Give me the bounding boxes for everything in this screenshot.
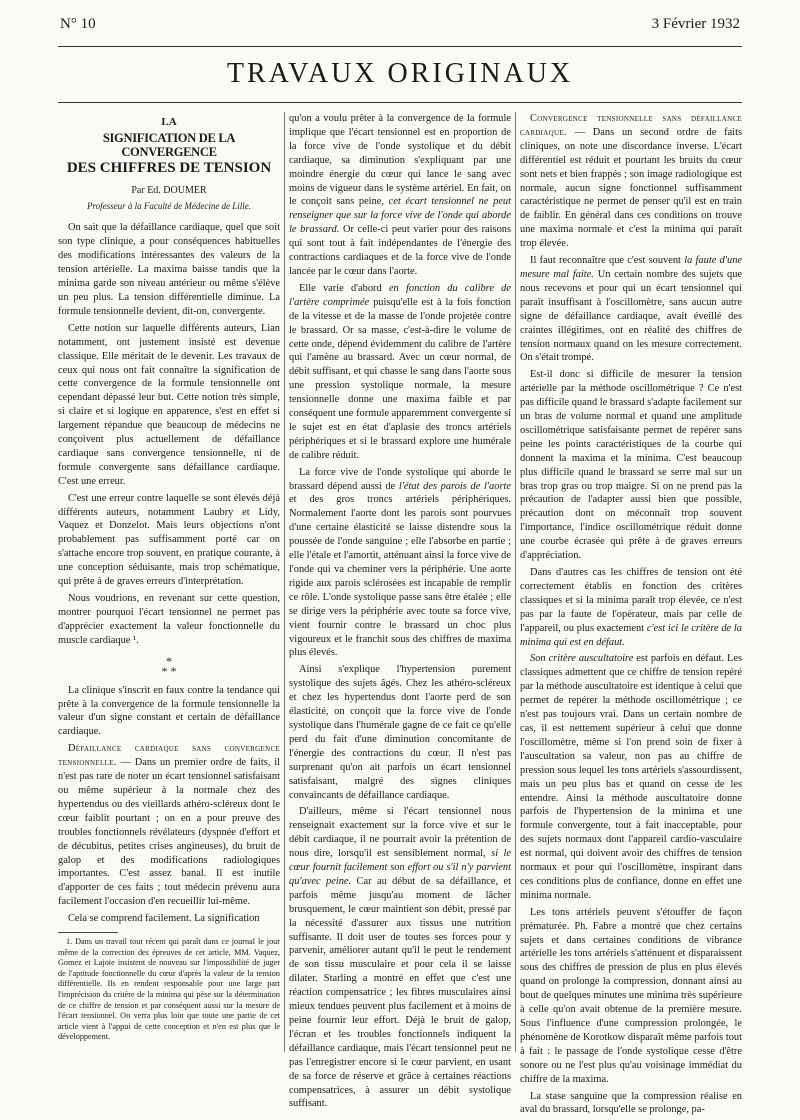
paragraph: Son critère auscultatoire est parfois en défaut. Les classiques admettent que ce chiffre de tension repéré par la méthode auscultatoire est identique à celui que permet de repérer la méthode oscillométrique ; ce n'est pas toujours vrai. Dans un certain nombre de cas, il est nettement supérieur à celui que donne l'oscillomètre, même si l'on prend soin de fixer à l'auscultation sa valeur, non pas au chiffre de pression sous lequel les tons artériels s'assourdissent, mais un peu plus bas et quand on cesse de les entendre. Ainsi la méthode auscultatoire donne parfois de l'hypertension de la minima et une formule convergente, tout à fait inacceptable, pour des sujets normaux dont l'appareil cardio-vasculaire est normal, qui doivent avoir des chiffres de tension normaux et pour qui l'oscillomètre, inspirant dans ces conditions plus de confiance, donne en effet une minima normale. (520, 653, 742, 901)
paragraph: Cette notion sur laquelle différents auteurs, Lian notamment, ont justement insisté est devenue classique. Elle méritait de le devenir. Les travaux de ceux qui nous ont fait connaître la signification de cette convergence de la formule tensionnelle ont cependant dépassé leur but. Cette notion très simple, si claire et si logique en apparence, s'est en effet si largement répandue que beaucoup de médecins ne conçoivent plus actuellement de défaillance cardiaque sans convergence tensionnelle, ni de formule convergente sans défaillance cardiaque. C'est une erreur. (58, 322, 280, 487)
header-rule (58, 46, 742, 47)
paragraph: qu'on a voulu prêter à la convergence de la formule implique que l'écart tensionnel est en proportion de la force vive de l'onde systolique et du débit cardiaque, sa diminution s'expliquant par une moindre énergie du cœur qui lance le sang avec moins de vigueur dans le système artériel. En fait, on le conçoit sans peine, cet écart tensionnel ne peut renseigner que sur la force vive de l'onde qui aborde le brassard. Or celle-ci peut varier pour des raisons qui sont tout à fait indépendantes de l'énergie des contractions cardiaques et de la force vive de l'onde lancée par le cœur dans l'aorte. (289, 113, 512, 277)
footnote-rule (58, 932, 118, 933)
column-separator (515, 112, 516, 1052)
paragraph: Ainsi s'explique l'hypertension purement systolique des sujets âgés. Chez les athéro-scléreux et chez les hypertendus dont l'aorte perd de son élasticité, on conçoit que la force vive de l'onde systolique dans l'humérale gagne de ce fait ce qu'elle perd du fait d'une diminution concomitante de l'énergie des contractions du cœur. Il n'est pas surprenant qu'on ait parfois un écart tensionnel satisfaisant, malgré des signes cliniques convaincants de défaillance cardiaque. (289, 664, 511, 801)
issue-number: N° 10 (60, 16, 96, 32)
paragraph: Convergence tensionnelle sans défaillance cardiaque. — Dans un second ordre de faits cliniques, on note une discordance inverse. L'écart différentiel est réduit et pourtant les bruits du cœur sont nets et bien frappés ; son image radiologique est normale, aucun signe fonctionnel suffisamment caractéristique ne permet de penser qu'il est en train de faiblir. En général dans ces conditions on trouve une maxima normale et c'est la minima qui paraît trop élevée. (520, 113, 742, 250)
paragraph: C'est une erreur contre laquelle se sont élevés déjà différents auteurs, notamment Laubry et Lidy, Vaquez et Donzelot. Mais leurs objections n'ont probablement pas suffisamment porté car on s'attache encore trop souvent, en pratique courante, à une conception séduisante, mais trop schématique, qui prête à de graves erreurs d'interprétation. (58, 492, 280, 588)
paragraph: Est-il donc si difficile de mesurer la tension artérielle par la méthode oscillométrique ? Ce n'est pas difficile quand le brassard s'adapte facilement sur un bras de volume normal et quand une amplitude oscillométrique satisfaisante permet de repérer sans peine les points caractéristiques de la courbe qui donnent la maxima et la minima. C'est beaucoup plus difficile quand le brassard se serre mal sur un bras trop gras ou trop maigre. Si on ne prend pas la précaution de l'adapter aussi bien que possible, précaution dont on méconnaît trop souvent l'importance, l'indice oscillométrique réduit donne une courbe écrasée qui prête à de graves erreurs d'appréciation. (520, 369, 742, 562)
paragraph: La clinique s'inscrit en faux contre la tendance qui prête à la convergence de la formule tensionnelle la valeur d'un signe constant et certain de défaillance cardiaque. (58, 684, 280, 738)
column-1 (58, 112, 280, 1043)
subsection-heading: Défaillance cardiaque sans convergence tensionnelle. (58, 743, 280, 769)
column-separator (284, 112, 285, 1052)
paragraph: Nous voudrions, en revenant sur cette question, montrer pourquoi l'écart tensionnel ne permet pas d'apprécier exactement la valeur fonctionnelle du muscle cardiaque ¹. (58, 593, 280, 646)
footnote-text: 1. Dans un travail tout récent qui paraît dans ce journal le jour même de la correction des épreuves de cet article, MM. Vaquez, Gomez et Lajoie insistent de nouveau sur l'impossibilité de juger de l'aptitude fonctionnelle du cœur d'après la valeur de la tension différentielle. Ils en rendent responsable pour une large part l'imprécision du critère de la minima qui pèse sur la détermination de ce chiffre de tension et par conséquent aussi sur la mesure de l'écart tensionnel. On verra plus loin que toute une partie de cet article vient à l'appui de cette conception et n'en est plus que le développement. (58, 937, 280, 1042)
paragraph: D'ailleurs, même si l'écart tensionnel nous renseignait exactement sur la force vive et sur le débit cardiaque, il ne pourrait avoir la prétention de nous dire, lorsqu'il est sensiblement normal, si le cœur fournit facilement son effort ou s'il n'y parvient qu'avec peine. Car au début de sa défaillance, et parfois même jusqu'au moment de lâcher brusquement, le cœur maintient son débit, pressé par la nécessité d'assurer aux tissus une nutrition suffisante. Il doit user de toutes ses forces pour y parvenir, améliorer autant qu'il le peut le rendement de son tissu musculaire et pour cela il se laisse dilater. Starling a montré en effet que c'est une réaction compensatrice ; les fibres musculaires ainsi mieux tendues peuvent plus facilement et à moins de peine fournir leur effort. Déjà le bruit de galop, l'écran et les troubles fonctionnels indiquent la défaillance cardiaque, mais l'écart tensionnel peut ne pas l'enregistrer encore si le cœur parvient, en usant de sa force de réserve et grâce à certaines réactions compensatrices, à assurer un débit systolique suffisant. (289, 806, 511, 1110)
article-title-line1: SIGNIFICATION DE LA CONVERGENCE (102, 130, 236, 159)
paragraph: Défaillance cardiaque sans convergence tensionnelle. — Dans un premier ordre de faits, il n'est pas rare de noter un écart tensionnel satisfaisant ou même supérieur à la normale chez des hypertendus ou des vieillards athéro-scléreux dont le cœur faiblit pourtant ; on en a pour preuve des troubles fonctionnels révélateurs (dyspnée d'effort et de décubitus, petites crises angineuses), du bruit de galop et des modifications radiologiques importantes. C'est assez banal. Il est inutile d'apporter de ces faits ; tout médecin prévenu aura facilement l'occasion d'en recueillir lui-même. (58, 743, 280, 908)
column-3 (520, 112, 742, 1120)
paragraph: Elle varie d'abord en fonction du calibre de l'artère comprimée puisqu'elle est à la fois fonction de la vitesse et de la masse de l'onde projetée contre le brassard. Or sa masse, c'est-à-dire le volume de cette onde, dépend évidemment du calibre de l'artère qui l'amène au brassard. Avec un cœur normal, de débit suffisant, et qui chasse le sang dans l'aorte sous une pression systolique normale, la mesure tensionnelle donne une maxima faible et par conséquent une formule apparemment convergente si le sujet est en état d'aplasie des troncs artériels périphériques et si le brassard explore une humérale de calibre réduit. (289, 282, 511, 461)
author-affiliation: Professeur à la Faculté de Médecine de Lille. (86, 200, 252, 211)
paragraph: Cela se comprend facilement. La signification (68, 913, 260, 925)
paragraph: Les tons artériels peuvent s'étouffer de façon prématurée. Ph. Fabre a montré que chez certains sujets et dans certaines conditions de vibrance artérielle les tons artériels s'atténuent et disparaissent sous des chiffres de pression de plus en plus élevés quand on prolonge la compression, donnant ainsi au bout de quelques minutes une minima très supérieure à celle qu'on avait obtenue de la première mesure. Sous l'influence d'une compression prolongée, le phénomène de Korotkow disparaît même parfois tout à fait : le passage de l'onde systolique cesse d'être sonore ou ne l'est plus qu'au voisinage immédiat du chiffre de la maxima. (520, 906, 742, 1085)
paragraph: On sait que la défaillance cardiaque, quel que soit son type clinique, a pour conséquences habituelles des modifications intéressantes des valeurs de la tension artérielle. La maxima baisse tandis que la minima garde son niveau antérieur ou même s'élève un peu plus. La tension différentielle diminue. La formule tensionnelle devient, dit-on, convergente. (58, 222, 280, 317)
issue-date: 3 Février 1932 (651, 16, 740, 32)
subsection-heading: Convergence tensionnelle sans défaillance cardiaque. (520, 113, 742, 138)
paragraph: La force vive de l'onde systolique qui aborde le brassard dépend aussi de l'état des parois de l'aorte et des gros troncs artériels périphériques. Normalement l'aorte dont les parois sont pourvues d'une certaine élasticité se laisse distendre sous la poussée de l'onde sanguine ; elle l'absorbe en partie ; elle l'étale et l'amortit, atténuant ainsi la force vive de l'onde qui va cheminer vers la périphérie. Une aorte rigide aux parois sclérosées est incapable de remplir ce rôle. L'onde systolique passe sans être étalée ; elle se dirige vers la périphérie avec toute sa force vive, vient fournir contre le brassard un choc plus vigoureux et le franchit sous des chiffres de maxima plus élevés. (289, 466, 511, 659)
article-author: Par Ed. DOUMER (131, 184, 207, 196)
article-heading (58, 116, 280, 213)
paragraph: La stase sanguine que la compression réalise en aval du brassard, lorsqu'elle se prolonge, pa- (520, 1090, 742, 1116)
page-header (60, 16, 740, 38)
section-break-asterisks: * * * (161, 653, 177, 678)
article-title-prefix: LA (161, 116, 177, 128)
column-2 (289, 112, 511, 1114)
footnote (58, 937, 280, 1043)
paragraph: Dans d'autres cas les chiffres de tension ont été correctement établis en fonction des critères classiques et si la minima paraît trop élevée, ce n'est pas par la faute de l'opérateur, mais par celle de l'appareil, ou plus exactement c'est ici le critère de la minima qui est en défaut. (520, 567, 742, 648)
section-rule (58, 102, 742, 103)
paragraph: Il faut reconnaître que c'est souvent la faute d'une mesure mal faite. Un certain nombre des sujets que nous recevons et pour qui un écart tensionnel qui paraît insuffisant à l'oscillomètre, sans aucun autre signe de défaillance cardiaque, avait éveillé des craintes illégitimes, ont en réalité des chiffres de tension normaux quand on les mesure correctement. On s'était trompé. (520, 255, 742, 364)
section-title: TRAVAUX ORIGINAUX (226, 58, 574, 89)
article-title-line2: DES CHIFFRES DE TENSION (66, 159, 272, 176)
